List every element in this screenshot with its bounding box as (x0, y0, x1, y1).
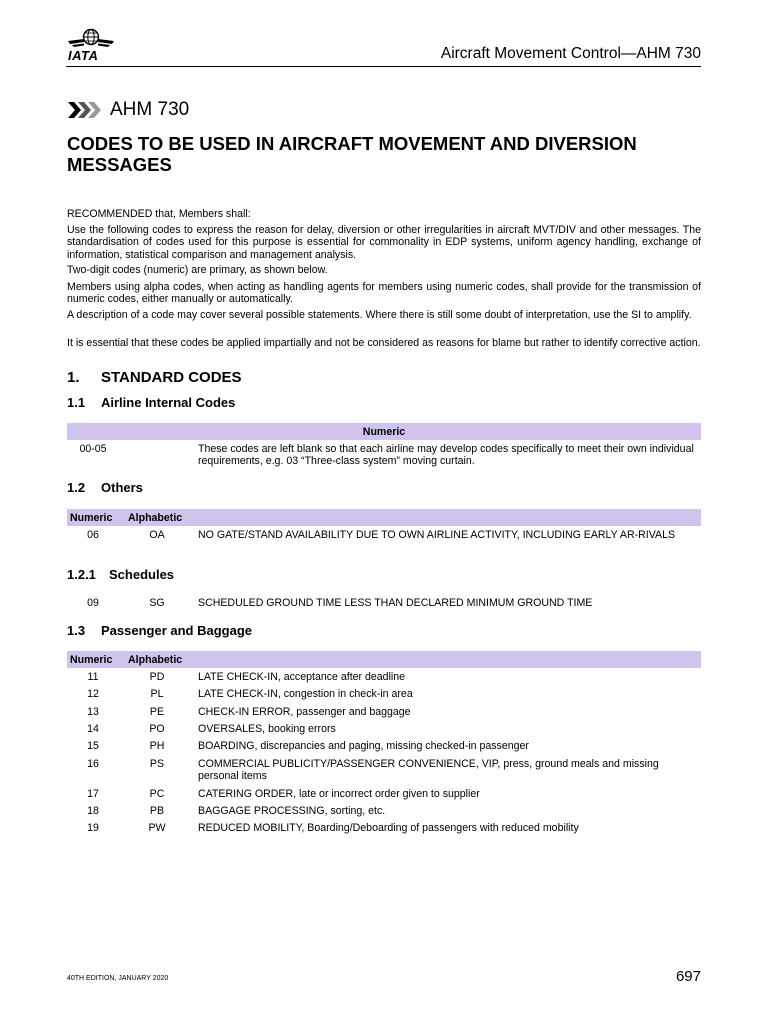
column-header-numeric: Numeric (70, 512, 113, 524)
table-header-bar (67, 423, 701, 440)
cell-alphabetic: PS (149, 758, 165, 770)
section-label-text: AHM 730 (110, 99, 190, 120)
subsection-number: 1.2.1 (67, 567, 96, 582)
triple-chevron-icon (68, 100, 102, 120)
cell-numeric: 09 (87, 597, 99, 609)
intro-paragraph: Members using alpha codes, when acting as handling agents for members using numeric codes, shall provide for the transmission of numeric codes, either manually or automatically. (67, 281, 701, 306)
subsection-heading-passenger-baggage (67, 623, 252, 638)
cell-numeric: 00-05 (79, 443, 107, 455)
cell-numeric: 11 (87, 671, 99, 683)
cell-numeric: 18 (87, 805, 99, 817)
table-header-bar (67, 651, 701, 668)
cell-description: REDUCED MOBILITY, Boarding/Deboarding of passengers with reduced mobility (198, 822, 579, 834)
cell-numeric: 15 (87, 740, 99, 752)
cell-description: These codes are left blank so that each airline may develop codes specifically to meet their own individual requirements, e.g. 03 “Three-class system” moving curtain. (198, 443, 694, 468)
footer-edition: 40TH EDITION, JANUARY 2020 (67, 975, 169, 982)
section-heading-standard (67, 369, 242, 386)
cell-alphabetic: OA (149, 529, 165, 541)
cell-description: LATE CHECK-IN, congestion in check-in area (198, 688, 413, 700)
column-header-alphabetic: Alphabetic (128, 512, 183, 524)
intro-paragraph: RECOMMENDED that, Members shall: (67, 208, 251, 220)
cell-alphabetic: PB (149, 805, 165, 817)
intro-paragraph: A description of a code may cover several possible statements. Where there is still some doubt of interpretation, use the SI to amplify. (67, 309, 692, 321)
section-number: 1. (67, 369, 80, 386)
column-header-numeric: Numeric (362, 426, 406, 438)
cell-numeric: 06 (87, 529, 99, 541)
page-number: 697 (675, 968, 701, 985)
cell-numeric: 17 (87, 788, 99, 800)
subsection-number: 1.2 (67, 480, 86, 495)
intro-paragraph: Two-digit codes (numeric) are primary, as shown below. (67, 264, 328, 276)
cell-numeric: 14 (87, 723, 99, 735)
column-header-alphabetic: Alphabetic (128, 654, 183, 666)
subsection-number: 1.3 (67, 623, 86, 638)
cell-description: COMMERCIAL PUBLICITY/PASSENGER CONVENIENCE, VIP, press, ground meals and missing personal items (198, 758, 659, 783)
cell-numeric: 19 (87, 822, 99, 834)
intro-paragraph: Use the following codes to express the reason for delay, diversion or other irregularities in aircraft MVT/DIV and other messages. The standardisation of codes used for this purpose is essential for commonality in EDP systems, uniform agency handling, exchange of information, statistical comparison and management analysis. (67, 224, 701, 261)
cell-description: BAGGAGE PROCESSING, sorting, etc. (198, 805, 386, 817)
section-title: STANDARD CODES (101, 369, 242, 386)
header-divider (66, 66, 701, 67)
cell-description: NO GATE/STAND AVAILABILITY DUE TO OWN AIRLINE ACTIVITY, INCLUDING EARLY AR-RIVALS (198, 529, 676, 541)
cell-description: LATE CHECK-IN, acceptance after deadline (198, 671, 406, 683)
subsection-heading-schedules (67, 567, 174, 582)
cell-numeric: 13 (87, 706, 99, 718)
cell-alphabetic: PL (150, 688, 164, 700)
logo-text: IATA (68, 48, 99, 63)
cell-alphabetic: PW (148, 822, 166, 834)
cell-alphabetic: SG (149, 597, 165, 609)
cell-description: CHECK-IN ERROR, passenger and baggage (198, 706, 411, 718)
header-title: Aircraft Movement Control—AHM 730 (440, 45, 701, 62)
section-label (68, 99, 189, 121)
cell-description: OVERSALES, booking errors (198, 723, 336, 735)
subsection-title: Others (101, 480, 143, 495)
page-title: CODES TO BE USED IN AIRCRAFT MOVEMENT AND DIVERSION MESSAGES (67, 133, 637, 175)
subsection-heading-airline-internal (67, 395, 235, 410)
subsection-title: Airline Internal Codes (101, 395, 236, 410)
cell-numeric: 16 (87, 758, 99, 770)
table-header-bar (67, 509, 701, 526)
cell-alphabetic: PC (149, 788, 165, 800)
cell-alphabetic: PE (149, 706, 165, 718)
cell-numeric: 12 (87, 688, 99, 700)
cell-description: SCHEDULED GROUND TIME LESS THAN DECLARED MINIMUM GROUND TIME (198, 597, 593, 609)
page-header (66, 28, 701, 68)
cell-description: CATERING ORDER, late or incorrect order given to supplier (198, 788, 480, 800)
cell-alphabetic: PO (149, 723, 165, 735)
column-header-numeric: Numeric (70, 654, 113, 666)
cell-description: BOARDING, discrepancies and paging, missing checked-in passenger (198, 740, 529, 752)
subsection-title: Passenger and Baggage (101, 623, 252, 638)
subsection-title: Schedules (109, 567, 175, 582)
subsection-heading-others (67, 480, 143, 495)
cell-alphabetic: PD (149, 671, 165, 683)
cell-alphabetic: PH (149, 740, 165, 752)
intro-paragraph: It is essential that these codes be applied impartially and not be considered as reasons for blame but rather to identify corrective action. (67, 337, 701, 349)
subsection-number: 1.1 (67, 395, 86, 410)
